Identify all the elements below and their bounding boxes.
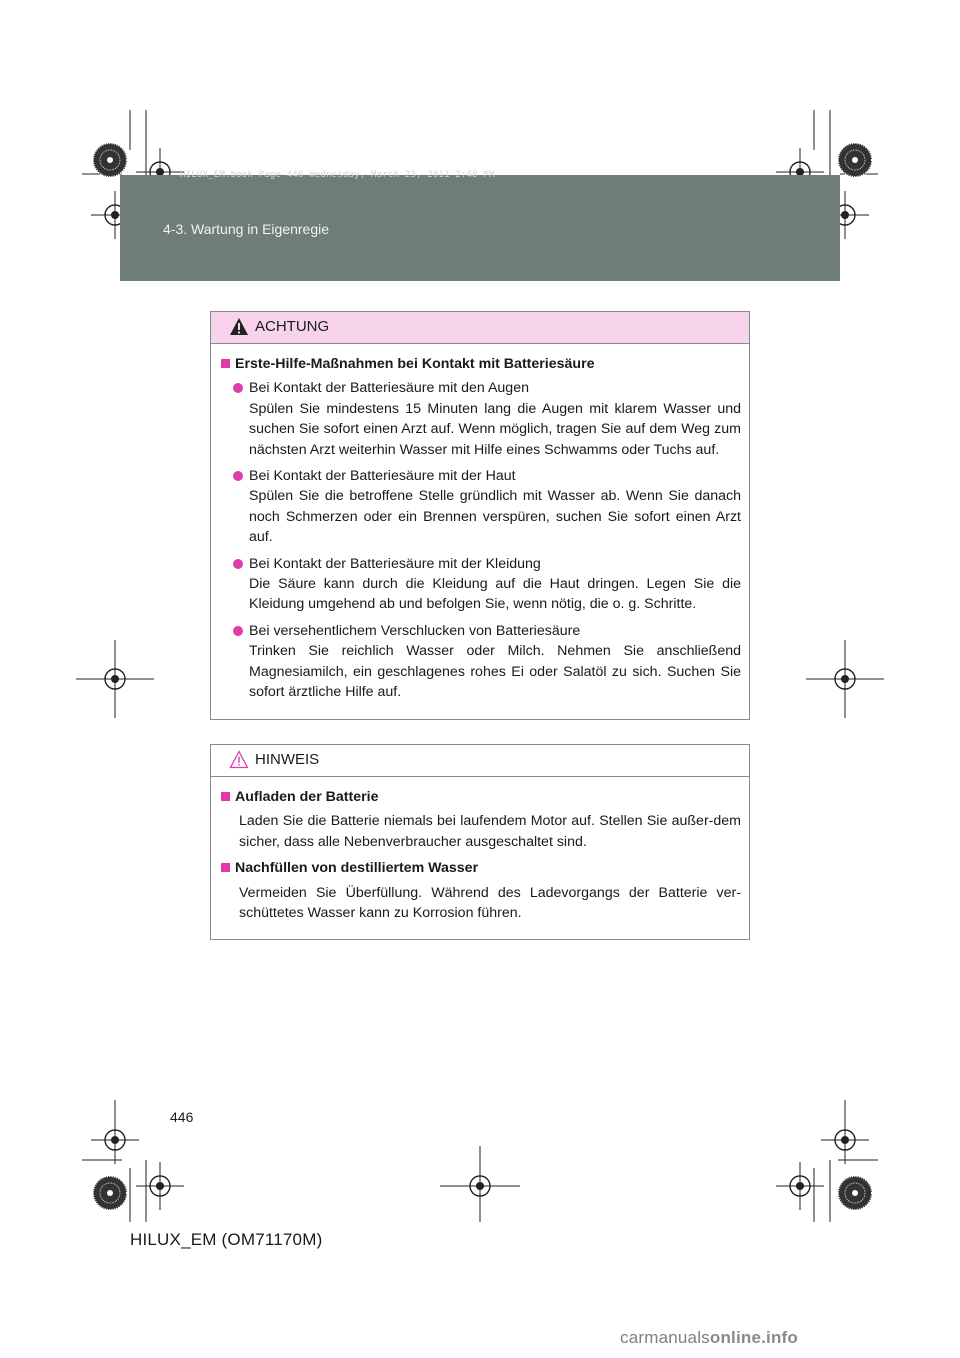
- registration-burst-icon: [93, 1176, 127, 1210]
- registration-cross-icon: [136, 1162, 184, 1210]
- registration-cross-icon: [456, 1162, 504, 1210]
- circle-bullet-icon: [233, 471, 243, 481]
- registration-cross-icon: [821, 1116, 869, 1164]
- warning-label: ACHTUNG: [255, 318, 330, 335]
- print-stamp: HILUX_EM.book Page 446 Wednesday, March 23, 2011 2:48 PM: [180, 170, 495, 180]
- warning-box-body: [211, 344, 749, 719]
- warning-item-text: Die Säure kann durch die Kleidung auf die Haut dringen. Legen Sie die Kleidung umgehend ab und befolgen Sie, wenn nötig, die o. g. Schritte.: [249, 576, 741, 613]
- warning-box: [210, 311, 750, 720]
- watermark-prefix: carmanuals: [620, 1328, 710, 1347]
- registration-cross-icon: [821, 655, 869, 703]
- notice-heading: [221, 787, 741, 807]
- warning-item: [233, 378, 741, 460]
- notice-box: [210, 744, 750, 940]
- warning-triangle-icon: [229, 317, 249, 337]
- notice-heading-text: Nachfüllen von destilliertem Wasser: [235, 860, 479, 877]
- notice-heading: [221, 858, 741, 878]
- warning-item-text: Trinken Sie reichlich Wasser oder Milch. Nehmen Sie anschließend Magnesiamilch, ein geschlagenes rohes Ei oder Salatöl zu sich. Suchen Sie sofort ärztliche Hilfe auf.: [249, 643, 741, 701]
- notice-paragraph: Laden Sie die Batterie niemals bei laufendem Motor auf. Stellen Sie außer-dem sicher, dass alle Nebenverbraucher ausgeschaltet sind.: [239, 813, 741, 850]
- notice-paragraph: Vermeiden Sie Überfüllung. Während des Ladevorgangs der Batterie ver-schüttetes Wasser kann zu Korrosion führen.: [239, 884, 741, 922]
- circle-bullet-icon: [233, 383, 243, 393]
- circle-bullet-icon: [233, 626, 243, 636]
- notice-box-body: [211, 777, 749, 939]
- document-code: HILUX_EM (OM71170M): [130, 1230, 323, 1249]
- warning-item: [233, 621, 741, 703]
- warning-box-header: [211, 312, 749, 344]
- warning-heading: [221, 354, 741, 374]
- registration-cross-icon: [91, 655, 139, 703]
- notice-box-header: [211, 745, 749, 777]
- warning-item-title: Bei Kontakt der Batteriesäure mit der Kleidung: [249, 555, 541, 572]
- warning-item-title: Bei Kontakt der Batteriesäure mit den Augen: [249, 380, 529, 397]
- circle-bullet-icon: [233, 559, 243, 569]
- warning-item-text: Spülen Sie mindestens 15 Minuten lang die Augen mit klarem Wasser und suchen Sie sofort einen Arzt auf. Wenn möglich, tragen Sie auf dem Weg zum nächsten Arzt weiterhin Wasser mit Hilfe eines Schwamms oder Tuchs auf.: [249, 400, 741, 458]
- notice-label: HINWEIS: [255, 751, 320, 768]
- registration-cross-icon: [91, 1116, 139, 1164]
- page-number: 446: [170, 1109, 194, 1125]
- square-bullet-icon: [221, 792, 230, 801]
- caution-triangle-icon: [229, 750, 249, 770]
- square-bullet-icon: [221, 359, 230, 368]
- warning-item: [233, 554, 741, 615]
- registration-burst-icon: [838, 1176, 872, 1210]
- warning-heading-text: Erste-Hilfe-Maßnahmen bei Kontakt mit Batteriesäure: [235, 356, 595, 372]
- warning-item-title: Bei versehentlichem Verschlucken von Batteriesäure: [249, 622, 581, 639]
- watermark-suffix: online.info: [709, 1328, 799, 1347]
- section-title: 4-3. Wartung in Eigenregie: [163, 221, 330, 237]
- registration-cross-icon: [776, 1162, 824, 1210]
- registration-burst-icon: [93, 143, 127, 177]
- warning-item-text: Spülen Sie die betroffene Stelle gründlich mit Wasser ab. Wenn Sie danach noch Schmerzen oder ein Brennen verspüren, suchen Sie sofort einen Arzt auf.: [249, 488, 741, 546]
- watermark[interactable]: [620, 1328, 798, 1348]
- warning-item: [233, 466, 741, 548]
- notice-heading-text: Aufladen der Batterie: [235, 789, 379, 805]
- registration-burst-icon: [838, 143, 872, 177]
- warning-item-title: Bei Kontakt der Batteriesäure mit der Haut: [249, 468, 516, 485]
- square-bullet-icon: [221, 863, 230, 872]
